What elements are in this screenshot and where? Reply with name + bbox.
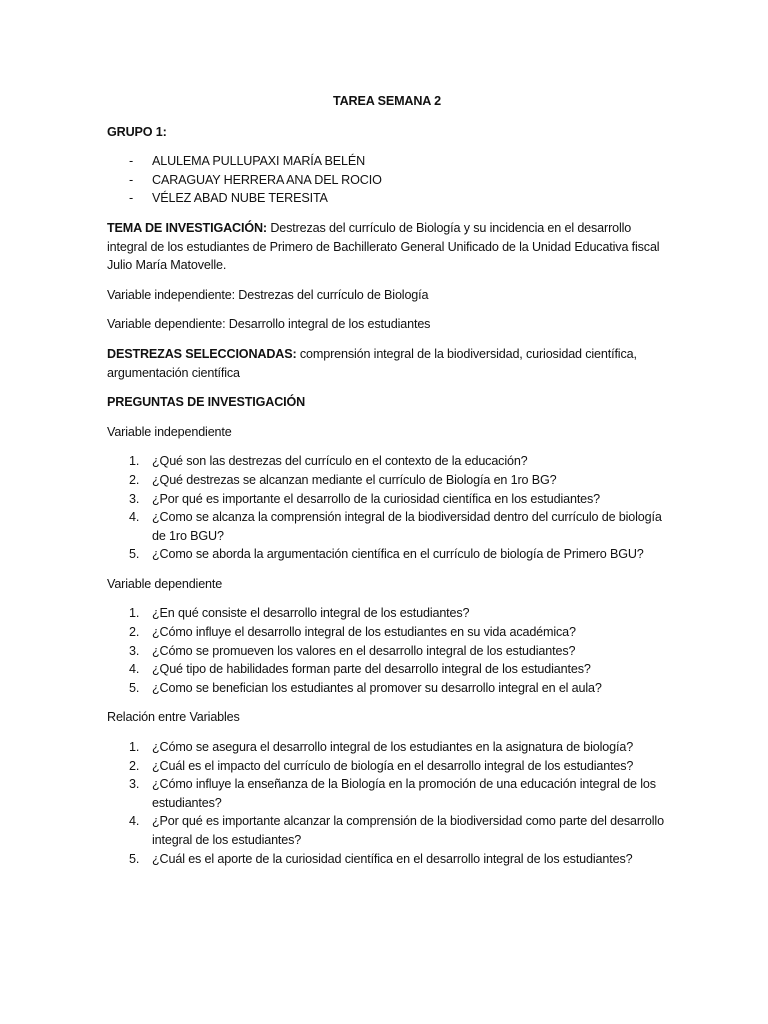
destrezas-paragraph bbox=[107, 345, 667, 382]
question-item bbox=[107, 812, 667, 849]
question-item bbox=[107, 679, 667, 698]
question-item bbox=[107, 623, 667, 642]
tema-paragraph bbox=[107, 219, 667, 275]
question-number: 3. bbox=[129, 491, 140, 506]
question-text: ¿Qué destrezas se alcanzan mediante el currículo de Biología en 1ro BG? bbox=[152, 472, 557, 487]
destrezas-label: DESTREZAS SELECCIONADAS: bbox=[107, 346, 297, 361]
question-item bbox=[107, 850, 667, 869]
question-number: 4. bbox=[129, 662, 140, 677]
question-item bbox=[107, 545, 667, 564]
question-text: ¿Como se alcanza la comprensión integral de la biodiversidad dentro del currículo de biología de 1ro BGU? bbox=[152, 510, 662, 543]
question-number: 5. bbox=[129, 547, 140, 562]
question-number: 1. bbox=[129, 606, 140, 621]
question-item bbox=[107, 471, 667, 490]
question-item bbox=[107, 738, 667, 757]
question-number: 2. bbox=[129, 625, 140, 640]
question-item bbox=[107, 757, 667, 776]
question-number: 3. bbox=[129, 643, 140, 658]
question-number: 2. bbox=[129, 758, 140, 773]
tema-text: Destrezas del currículo de Biología y su incidencia en el desarrollo integral de los estudiantes de Primero de Bachillerato General Unificado de la Unidad Educativa fiscal Julio María Matovelle. bbox=[107, 220, 660, 273]
question-number: 1. bbox=[129, 454, 140, 469]
question-text: ¿Cuál es el impacto del currículo de biología en el desarrollo integral de los estudiantes? bbox=[152, 758, 634, 773]
question-text: ¿Como se benefician los estudiantes al promover su desarrollo integral en el aula? bbox=[152, 680, 602, 695]
question-number: 4. bbox=[129, 814, 140, 829]
member-list bbox=[107, 152, 667, 208]
section-heading-independiente: Variable independiente bbox=[107, 424, 232, 439]
destrezas-text: comprensión integral de la biodiversidad, curiosidad científica, argumentación científica bbox=[107, 346, 637, 380]
question-item bbox=[107, 660, 667, 679]
question-item bbox=[107, 508, 667, 545]
section-heading-relacion: Relación entre Variables bbox=[107, 710, 240, 725]
dependent-variable-line: Variable dependiente: Desarrollo integral de los estudiantes bbox=[107, 317, 431, 332]
section-heading-dependiente: Variable dependiente bbox=[107, 576, 223, 591]
preguntas-heading: PREGUNTAS DE INVESTIGACIÓN bbox=[107, 395, 306, 410]
question-list-independiente bbox=[107, 452, 667, 564]
question-number: 4. bbox=[129, 510, 140, 525]
question-item bbox=[107, 452, 667, 471]
document-body bbox=[107, 92, 667, 879]
question-number: 1. bbox=[129, 740, 140, 755]
question-list-relacion bbox=[107, 738, 667, 868]
member-item: - ALULEMA PULLUPAXI MARÍA BELÉN bbox=[107, 152, 667, 171]
question-list-dependiente bbox=[107, 604, 667, 697]
question-item bbox=[107, 604, 667, 623]
member-item: - CARAGUAY HERRERA ANA DEL ROCIO bbox=[107, 171, 667, 190]
question-text: ¿Por qué es importante alcanzar la comprensión de la biodiversidad como parte del desarrollo integral de los estudiantes? bbox=[152, 814, 664, 847]
question-number: 3. bbox=[129, 777, 140, 792]
question-text: ¿Como se aborda la argumentación científica en el currículo de biología de Primero BGU? bbox=[152, 547, 644, 562]
question-number: 5. bbox=[129, 851, 140, 866]
question-text: ¿Por qué es importante el desarrollo de la curiosidad científica en los estudiantes? bbox=[152, 491, 601, 506]
question-item bbox=[107, 642, 667, 661]
question-text: ¿En qué consiste el desarrollo integral de los estudiantes? bbox=[152, 606, 470, 621]
question-text: ¿Qué son las destrezas del currículo en el contexto de la educación? bbox=[152, 454, 528, 469]
document-title: TAREA SEMANA 2 bbox=[333, 94, 441, 108]
question-item bbox=[107, 775, 667, 812]
question-number: 2. bbox=[129, 472, 140, 487]
question-text: ¿Cuál es el aporte de la curiosidad científica en el desarrollo integral de los estudiantes? bbox=[152, 851, 633, 866]
group-heading: GRUPO 1: bbox=[107, 124, 167, 139]
question-text: ¿Cómo influye el desarrollo integral de los estudiantes en su vida académica? bbox=[152, 625, 576, 640]
question-text: ¿Qué tipo de habilidades forman parte del desarrollo integral de los estudiantes? bbox=[152, 662, 591, 677]
question-text: ¿Cómo se asegura el desarrollo integral de los estudiantes en la asignatura de biología? bbox=[152, 740, 634, 755]
question-number: 5. bbox=[129, 680, 140, 695]
question-item bbox=[107, 490, 667, 509]
question-text: ¿Cómo se promueven los valores en el desarrollo integral de los estudiantes? bbox=[152, 643, 576, 658]
tema-label: TEMA DE INVESTIGACIÓN: bbox=[107, 220, 267, 235]
independent-variable-line: Variable independiente: Destrezas del currículo de Biología bbox=[107, 287, 429, 302]
member-item: - VÉLEZ ABAD NUBE TERESITA bbox=[107, 189, 667, 208]
question-text: ¿Cómo influye la enseñanza de la Biología en la promoción de una educación integral de los estudiantes? bbox=[152, 777, 656, 810]
